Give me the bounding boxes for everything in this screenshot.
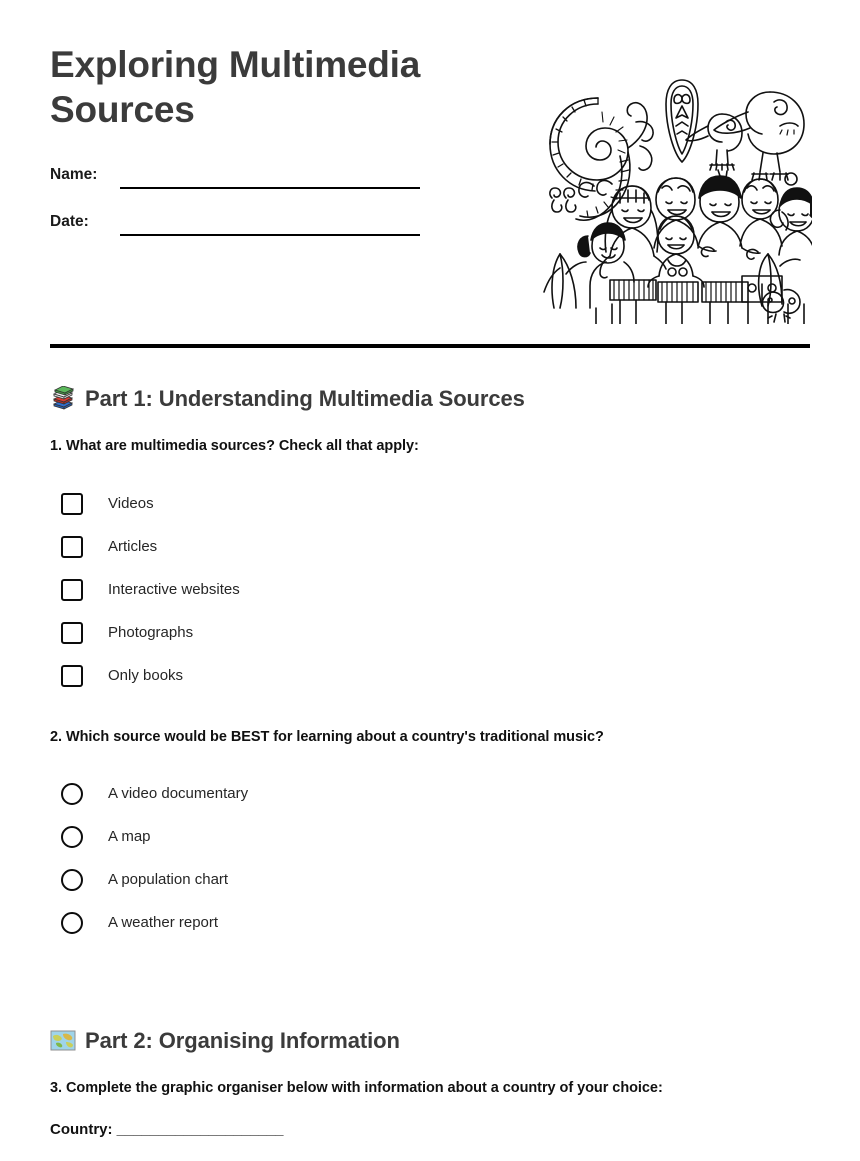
option-label: Videos xyxy=(108,495,154,512)
option-label: Articles xyxy=(108,538,158,555)
small-circle-decoration xyxy=(785,173,797,185)
checkbox-icon[interactable] xyxy=(61,622,83,644)
koru-spiral-icon xyxy=(550,98,653,220)
option-label: A video documentary xyxy=(108,785,249,802)
part-1-header xyxy=(50,386,820,412)
worksheet-header xyxy=(50,42,810,312)
option-label: Interactive websites xyxy=(108,581,240,598)
name-field-label: Name: xyxy=(50,166,98,183)
checkbox-option-photographs[interactable] xyxy=(50,611,820,654)
option-label: A population chart xyxy=(108,871,229,888)
radio-option-video-documentary[interactable] xyxy=(50,772,820,815)
radio-icon[interactable] xyxy=(61,912,83,934)
student-info-fields xyxy=(50,160,480,254)
tiki-mask-icon xyxy=(666,80,698,162)
checkbox-icon[interactable] xyxy=(61,579,83,601)
part-1-section xyxy=(50,386,820,944)
header-divider xyxy=(50,344,810,348)
checkbox-option-articles[interactable] xyxy=(50,525,820,568)
option-label: Photographs xyxy=(108,624,194,641)
children-group-illustration xyxy=(578,170,812,324)
checkbox-option-interactive-websites[interactable] xyxy=(50,568,820,611)
checkbox-icon[interactable] xyxy=(61,536,83,558)
question-2-options xyxy=(50,772,820,944)
date-field-label: Date: xyxy=(50,213,89,230)
small-curl-motif-left xyxy=(550,188,576,212)
world-map-emoji-icon xyxy=(50,1028,76,1054)
date-field-row xyxy=(50,207,480,254)
question-1-options xyxy=(50,482,820,697)
part-2-section xyxy=(50,1028,820,1138)
radio-icon[interactable] xyxy=(61,826,83,848)
date-write-in-line[interactable] xyxy=(120,234,420,236)
small-kiwi-bird-icon xyxy=(686,114,742,170)
option-label: Only books xyxy=(108,667,184,684)
pacific-cultural-line-art-illustration xyxy=(536,60,812,324)
radio-option-map[interactable] xyxy=(50,815,820,858)
name-write-in-line[interactable] xyxy=(120,187,420,189)
radio-option-weather-report[interactable] xyxy=(50,901,820,944)
checkbox-icon[interactable] xyxy=(61,665,83,687)
radio-option-population-chart[interactable] xyxy=(50,858,820,901)
page-title: Exploring Multimedia Sources xyxy=(50,44,421,130)
part-2-heading: Part 2: Organising Information xyxy=(85,1028,400,1053)
option-label: A weather report xyxy=(108,914,219,931)
checkbox-icon[interactable] xyxy=(61,493,83,515)
checkbox-option-videos[interactable] xyxy=(50,482,820,525)
part-1-heading: Part 1: Understanding Multimedia Sources xyxy=(85,386,525,411)
checkbox-option-only-books[interactable] xyxy=(50,654,820,697)
part-2-header xyxy=(50,1028,820,1054)
flax-plant-left xyxy=(544,254,586,308)
radio-icon[interactable] xyxy=(61,783,83,805)
name-field-row xyxy=(50,160,480,207)
question-2-prompt: 2. Which source would be BEST for learning about a country's traditional music? xyxy=(50,729,604,745)
radio-icon[interactable] xyxy=(61,869,83,891)
question-3-prompt: 3. Complete the graphic organiser below with information about a country of your choice: xyxy=(50,1080,663,1096)
books-emoji-icon xyxy=(50,386,76,412)
country-write-in-line[interactable]: Country: ____________________ xyxy=(50,1121,284,1138)
option-label: A map xyxy=(108,828,151,845)
question-1-prompt: 1. What are multimedia sources? Check all that apply: xyxy=(50,438,419,454)
